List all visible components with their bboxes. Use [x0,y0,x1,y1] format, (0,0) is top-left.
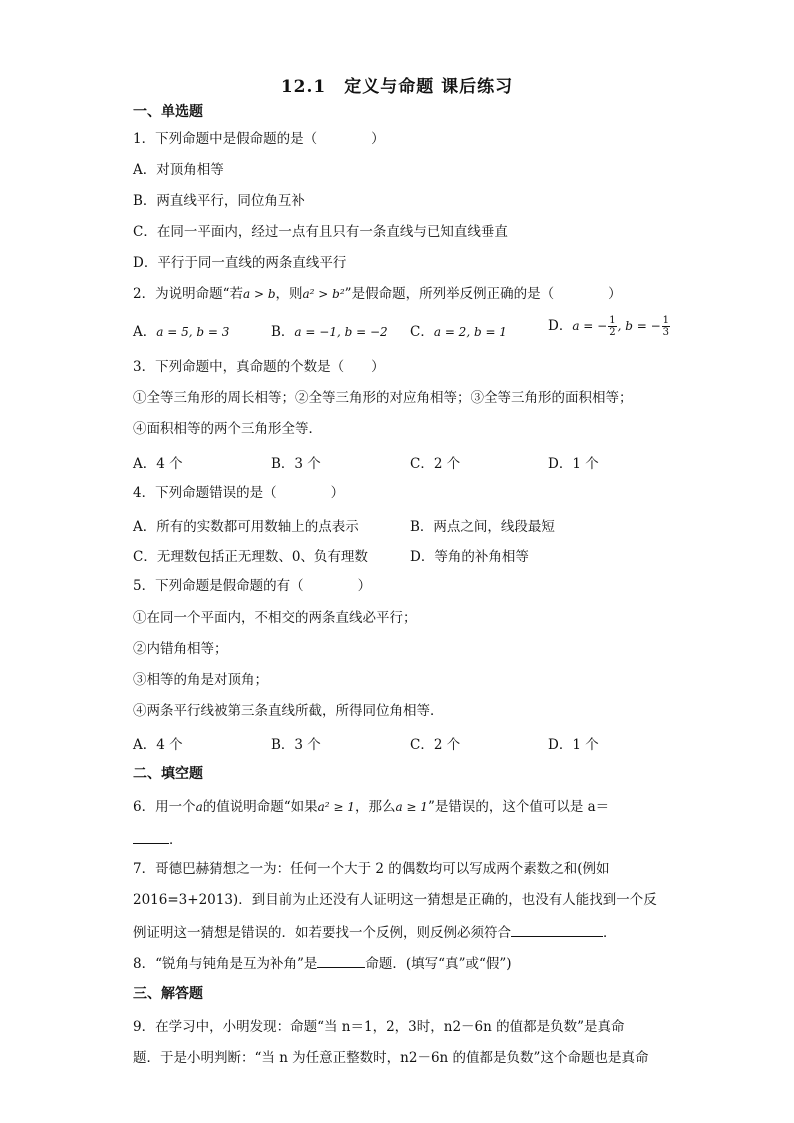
question-7-line-3 [133,922,617,942]
section-heading-answer: 三、解答题 [133,986,203,1002]
question-3-statements-line-2: ④面积相等的两个三角形全等． [133,421,322,437]
question-6-post: ”是错误的，这个值可以是 a＝ [427,799,610,815]
question-4-option-a: A．所有的实数都可用数轴上的点表示 [133,519,359,535]
question-2-stem [133,285,622,303]
option-math-a: a = − [572,319,608,333]
question-5-statement-3: ③相等的角是对顶角； [133,672,268,688]
question-2-conclusion: a² > b² [302,287,345,301]
question-6-mid2: ，那么 [354,799,396,815]
question-4-option-d: D．等角的补角相等 [410,549,529,565]
question-1-option-b: B．两直线平行，同位角互补 [133,193,305,209]
question-5-option-d: D．1 个 [548,737,599,753]
option-label: A． [133,324,157,340]
question-4-option-b: B．两点之间，线段最短 [410,519,555,535]
question-7-line-3-text: 例证明这一猜想是错误的．如若要找一个反例，则反例必须符合 [133,925,511,941]
question-6-end: ． [169,832,183,848]
question-1-option-d: D．平行于同一直线的两条直线平行 [133,255,347,271]
option-math: a = 2, b = 1 [433,325,507,339]
question-7-line-2: 2016=3+2013)．到目前为止还没有人证明这一猜想是正确的，也没有人能找到一个反 [133,892,657,908]
question-6-mid1: 的值说明命题“如果 [202,799,318,815]
question-3-statements-line-1: ①全等三角形的周长相等；②全等三角形的对应角相等；③全等三角形的面积相等； [133,390,633,406]
question-2-option-c [410,320,507,340]
question-2-stem-pre: 2．为说明命题“若 [133,286,243,302]
question-5-option-b: B．3 个 [271,737,321,753]
question-5-statement-4: ④两条平行线被第三条直线所截，所得同位角相等． [133,703,444,719]
question-4-option-c: C．无理数包括正无理数、0、负有理数 [133,549,368,565]
question-3-option-c: C．2 个 [410,456,461,472]
section-heading-fill-blank: 二、填空题 [133,766,203,782]
question-1-stem: 1．下列命题中是假命题的是（ ） [133,131,385,147]
question-2-option-a [133,320,229,340]
question-2-option-d [548,314,671,338]
option-label: C． [410,324,434,340]
question-9-line-1: 9．在学习中，小明发现：命题“当 n＝1，2，3时，n2－6n 的值都是负数”是真命 [133,1019,625,1035]
question-1-option-c: C．在同一平面内，经过一点有且只有一条直线与已知直线垂直 [133,224,508,240]
option-math-b: , b = − [617,319,661,333]
question-3-option-b: B．3 个 [271,456,321,472]
fraction-one-half: $\frac{1}{2}$ [609,315,616,338]
question-2-stem-post: ”是假命题，所列举反例正确的是（ ） [344,286,622,302]
question-8-stem [133,953,512,973]
question-7-line-1: 7．哥德巴赫猜想之一为：任何一个大于 2 的偶数均可以写成两个素数之和(例如 [133,861,610,877]
question-6-variable: a [195,800,203,814]
option-math: a = 5, b = 3 [156,325,230,339]
option-label: B． [271,324,295,340]
question-6-condition: a² ≥ 1 [317,800,355,814]
question-6-answer-line [133,829,183,849]
question-2-option-b [271,320,388,340]
option-math: a = −1, b = −2 [294,325,388,339]
question-8-post: 命题．(填写“真”或“假”) [365,956,512,972]
question-2-stem-mid: ，则 [275,286,303,302]
page-title: 12.1 定义与命题 课后练习 [280,77,514,97]
question-5-statement-2: ②内错角相等； [133,641,228,657]
question-5-option-a: A．4 个 [133,737,183,753]
question-5-option-c: C．2 个 [410,737,461,753]
question-7-end: ． [603,925,617,941]
question-9-line-2: 题．于是小明判断：“当 n 为任意正整数时，n2－6n 的值都是负数”这个命题也是真命 [133,1050,649,1066]
question-2-condition: a > b [243,287,276,301]
question-3-stem: 3．下列命题中，真命题的个数是（ ） [133,359,385,375]
question-5-statement-1: ①在同一个平面内，不相交的两条直线必平行； [133,610,417,626]
question-5-stem: 5．下列命题是假命题的有（ ） [133,578,372,594]
question-3-option-a: A．4 个 [133,456,183,472]
question-6-stem [133,798,609,816]
fraction-one-third: $\frac{1}{3}$ [662,315,670,338]
question-8-pre: 8．“锐角与钝角是互为补角”是 [133,956,318,972]
question-7-answer-blank[interactable] [511,922,603,937]
question-3-option-d: D．1 个 [548,456,599,472]
question-1-option-a: A．对顶角相等 [133,162,224,178]
question-6-conclusion: a ≥ 1 [395,800,428,814]
section-heading-single-choice: 一、单选题 [133,104,203,120]
question-8-answer-blank[interactable] [317,953,365,968]
question-6-answer-blank[interactable] [133,829,169,844]
question-6-pre: 6．用一个 [133,799,196,815]
option-label: D． [548,318,573,334]
question-4-stem: 4．下列命题错误的是（ ） [133,485,345,501]
